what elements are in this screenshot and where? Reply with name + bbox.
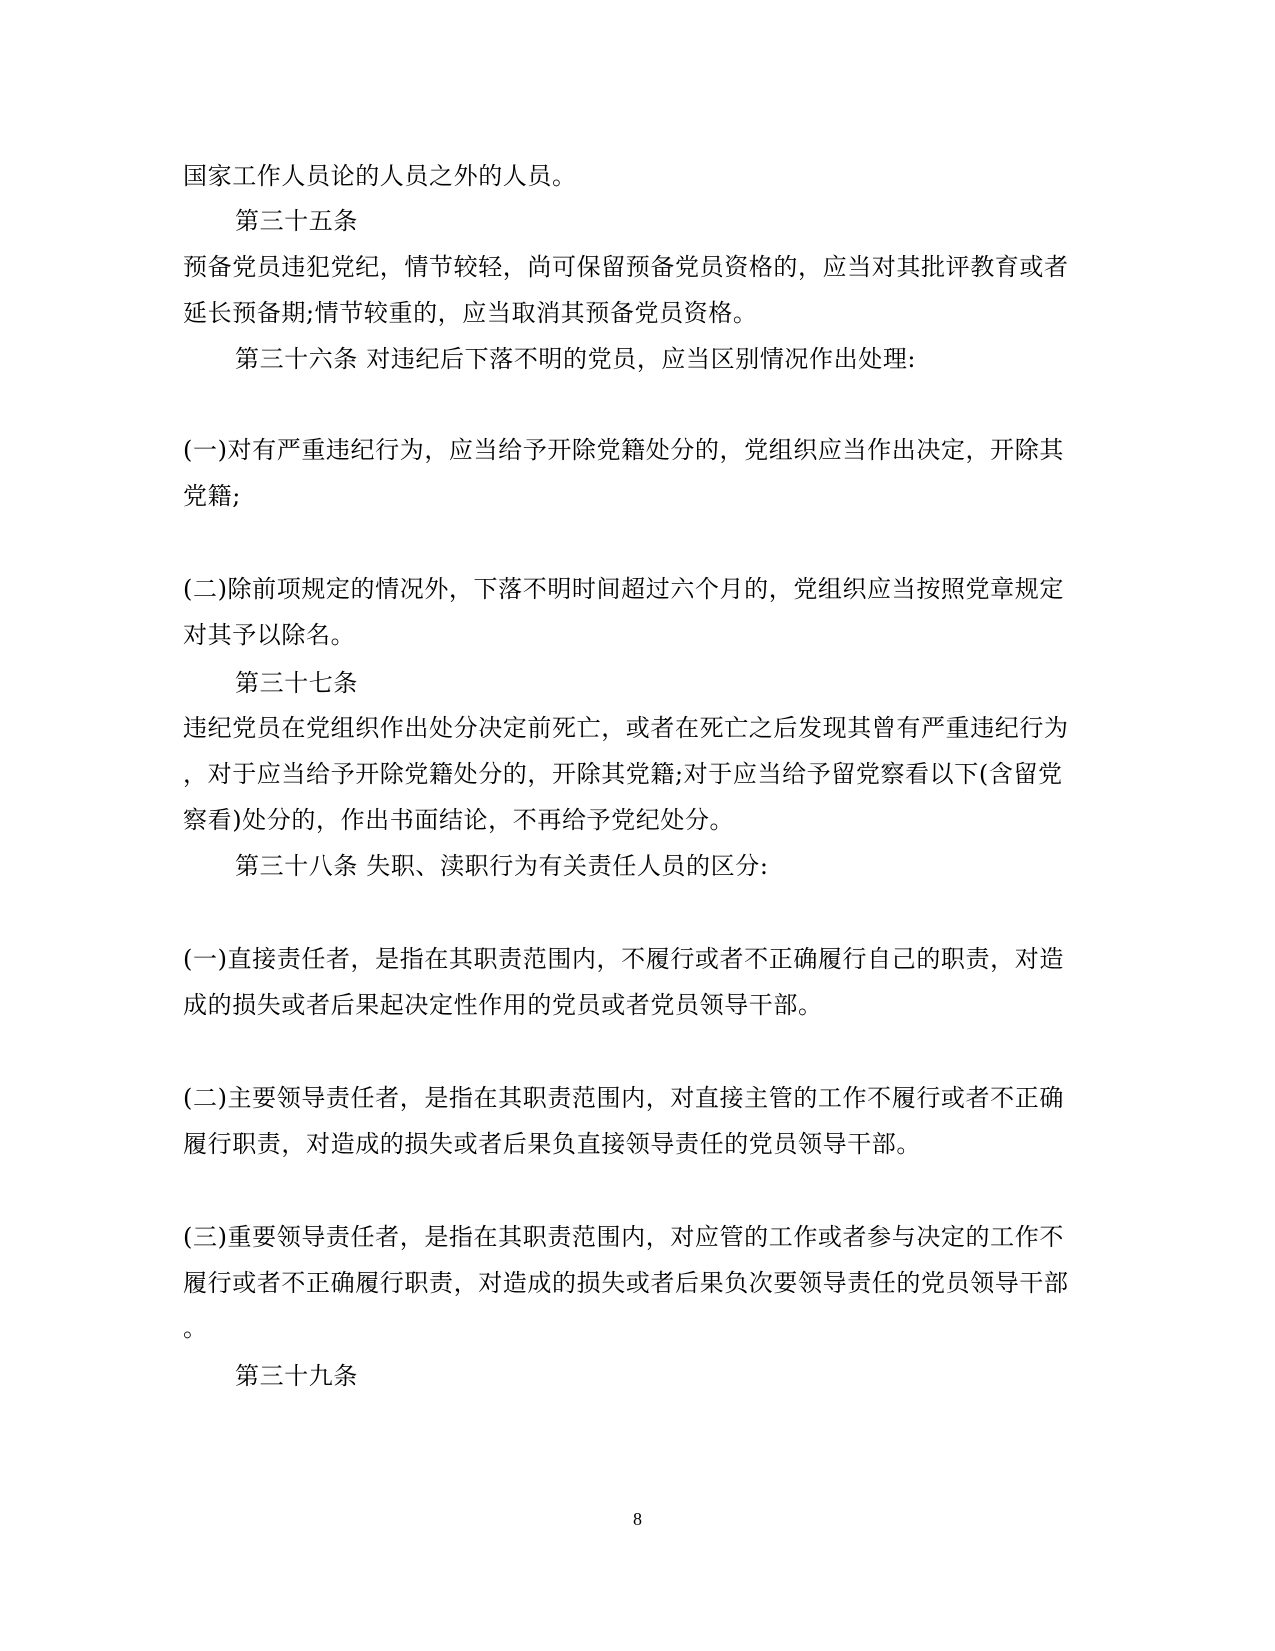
article-heading-35: 第三十五条	[235, 207, 358, 235]
text-line: 察看)处分的，作出书面结论，不再给予党纪处分。	[183, 806, 735, 834]
text-line: 国家工作人员论的人员之外的人员。	[183, 162, 577, 190]
text-line: 履行或者不正确履行职责，对造成的损失或者后果负次要领导责任的党员领导干部	[183, 1269, 1069, 1297]
text-line: 。	[183, 1314, 208, 1342]
text-line: 成的损失或者后果起决定性作用的党员或者党员领导干部。	[183, 991, 823, 1019]
text-line: 对其予以除名。	[183, 621, 356, 649]
article-heading-38: 第三十八条 失职、渎职行为有关责任人员的区分:	[235, 852, 769, 880]
page-number: 8	[633, 1509, 642, 1529]
clause-item: (二)主要领导责任者，是指在其职责范围内，对直接主管的工作不履行或者不正确	[183, 1084, 1064, 1112]
clause-item: (一)对有严重违纪行为，应当给予开除党籍处分的，党组织应当作出决定，开除其	[183, 436, 1064, 464]
clause-item: (二)除前项规定的情况外，下落不明时间超过六个月的，党组织应当按照党章规定	[183, 575, 1064, 603]
text-line: 党籍;	[183, 482, 241, 510]
text-line: ，对于应当给予开除党籍处分的，开除其党籍;对于应当给予留党察看以下(含留党	[183, 760, 1063, 788]
text-line: 违纪党员在党组织作出处分决定前死亡，或者在死亡之后发现其曾有严重违纪行为	[183, 714, 1069, 742]
article-heading-37: 第三十七条	[235, 669, 358, 697]
article-heading-39: 第三十九条	[235, 1362, 358, 1390]
clause-item: (三)重要领导责任者，是指在其职责范围内，对应管的工作或者参与决定的工作不	[183, 1223, 1064, 1251]
text-line: 履行职责，对造成的损失或者后果负直接领导责任的党员领导干部。	[183, 1130, 921, 1158]
text-line: 延长预备期;情节较重的，应当取消其预备党员资格。	[183, 299, 758, 327]
clause-item: (一)直接责任者，是指在其职责范围内，不履行或者不正确履行自己的职责，对造	[183, 945, 1064, 973]
text-line: 预备党员违犯党纪，情节较轻，尚可保留预备党员资格的，应当对其批评教育或者	[183, 253, 1069, 281]
article-heading-36: 第三十六条 对违纪后下落不明的党员，应当区别情况作出处理:	[235, 345, 917, 373]
